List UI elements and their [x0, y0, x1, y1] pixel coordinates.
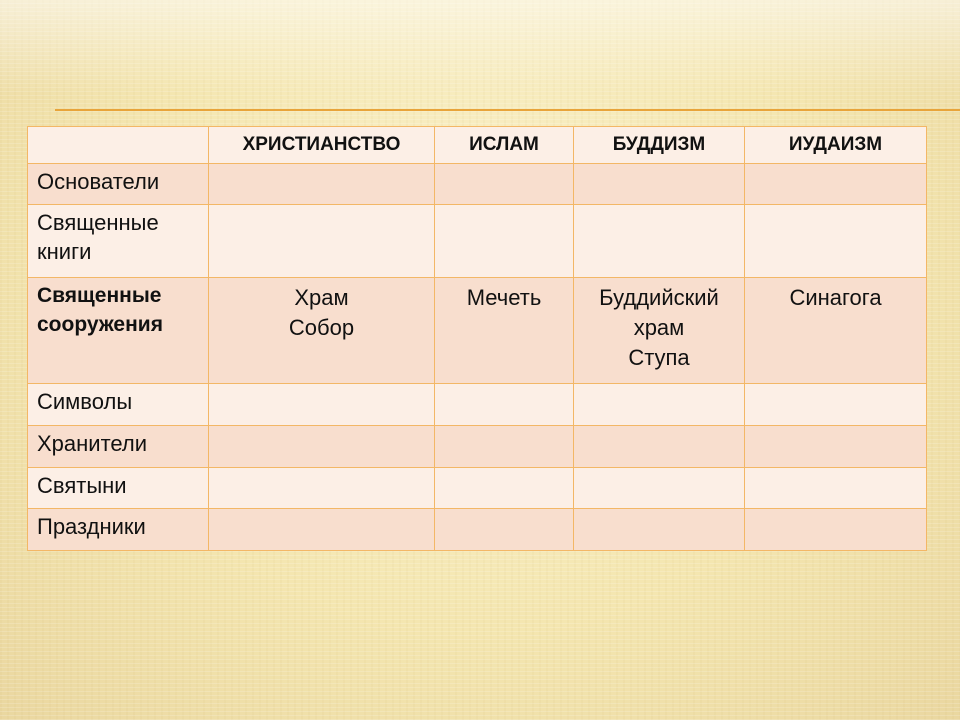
- cell-text-line: Ступа: [628, 345, 690, 370]
- cell-symbols-judaism: [745, 384, 927, 426]
- cell-shrines-christianity: [209, 468, 435, 509]
- cell-books-christianity: [209, 205, 435, 278]
- header-judaism: ИУДАИЗМ: [745, 127, 927, 164]
- cell-text-line: Храм: [294, 285, 349, 310]
- cell-buildings-christianity: [209, 278, 435, 384]
- religions-comparison-table: [27, 126, 927, 551]
- row-label-holidays: Праздники: [28, 509, 209, 551]
- cell-keepers-judaism: [745, 426, 927, 468]
- cell-holidays-judaism: [745, 509, 927, 551]
- row-label-founders: Основатели: [28, 164, 209, 205]
- table-row-shrines: [28, 468, 927, 509]
- cell-buildings-judaism: [745, 278, 927, 384]
- header-corner-cell: [28, 127, 209, 164]
- title-divider: [55, 109, 960, 111]
- table-row-holidays: [28, 509, 927, 551]
- cell-symbols-buddhism: [574, 384, 745, 426]
- table-row-symbols: [28, 384, 927, 426]
- row-label-keepers: Хранители: [28, 426, 209, 468]
- cell-holidays-christianity: [209, 509, 435, 551]
- table-header-row: [28, 127, 927, 164]
- cell-symbols-islam: [435, 384, 574, 426]
- cell-books-judaism: [745, 205, 927, 278]
- cell-buildings-buddhism: [574, 278, 745, 384]
- table-row-sacred-buildings: [28, 278, 927, 384]
- cell-founders-christianity: [209, 164, 435, 205]
- cell-books-buddhism: [574, 205, 745, 278]
- cell-buildings-islam: [435, 278, 574, 384]
- table-row-founders: [28, 164, 927, 205]
- row-label-sacred-buildings: Священные сооружения: [28, 278, 209, 384]
- cell-keepers-christianity: [209, 426, 435, 468]
- cell-founders-buddhism: [574, 164, 745, 205]
- slide-top-band: [0, 0, 960, 95]
- cell-shrines-judaism: [745, 468, 927, 509]
- cell-founders-judaism: [745, 164, 927, 205]
- cell-holidays-buddhism: [574, 509, 745, 551]
- cell-founders-islam: [435, 164, 574, 205]
- cell-holidays-islam: [435, 509, 574, 551]
- table-row-sacred-books: [28, 205, 927, 278]
- header-buddhism: БУДДИЗМ: [574, 127, 745, 164]
- header-christianity: ХРИСТИАНСТВО: [209, 127, 435, 164]
- cell-books-islam: [435, 205, 574, 278]
- cell-text-line: храм: [633, 315, 685, 340]
- cell-symbols-christianity: [209, 384, 435, 426]
- cell-text-line: Синагога: [789, 285, 882, 310]
- cell-text-line: Буддийский: [599, 285, 719, 310]
- cell-keepers-islam: [435, 426, 574, 468]
- cell-text-line: Мечеть: [466, 285, 542, 310]
- cell-keepers-buddhism: [574, 426, 745, 468]
- header-islam: ИСЛАМ: [435, 127, 574, 164]
- row-label-symbols: Символы: [28, 384, 209, 426]
- row-label-shrines: Святыни: [28, 468, 209, 509]
- table-row-keepers: [28, 426, 927, 468]
- cell-shrines-buddhism: [574, 468, 745, 509]
- cell-shrines-islam: [435, 468, 574, 509]
- cell-text-line: Собор: [288, 315, 355, 340]
- row-label-sacred-books: Священные книги: [28, 205, 209, 278]
